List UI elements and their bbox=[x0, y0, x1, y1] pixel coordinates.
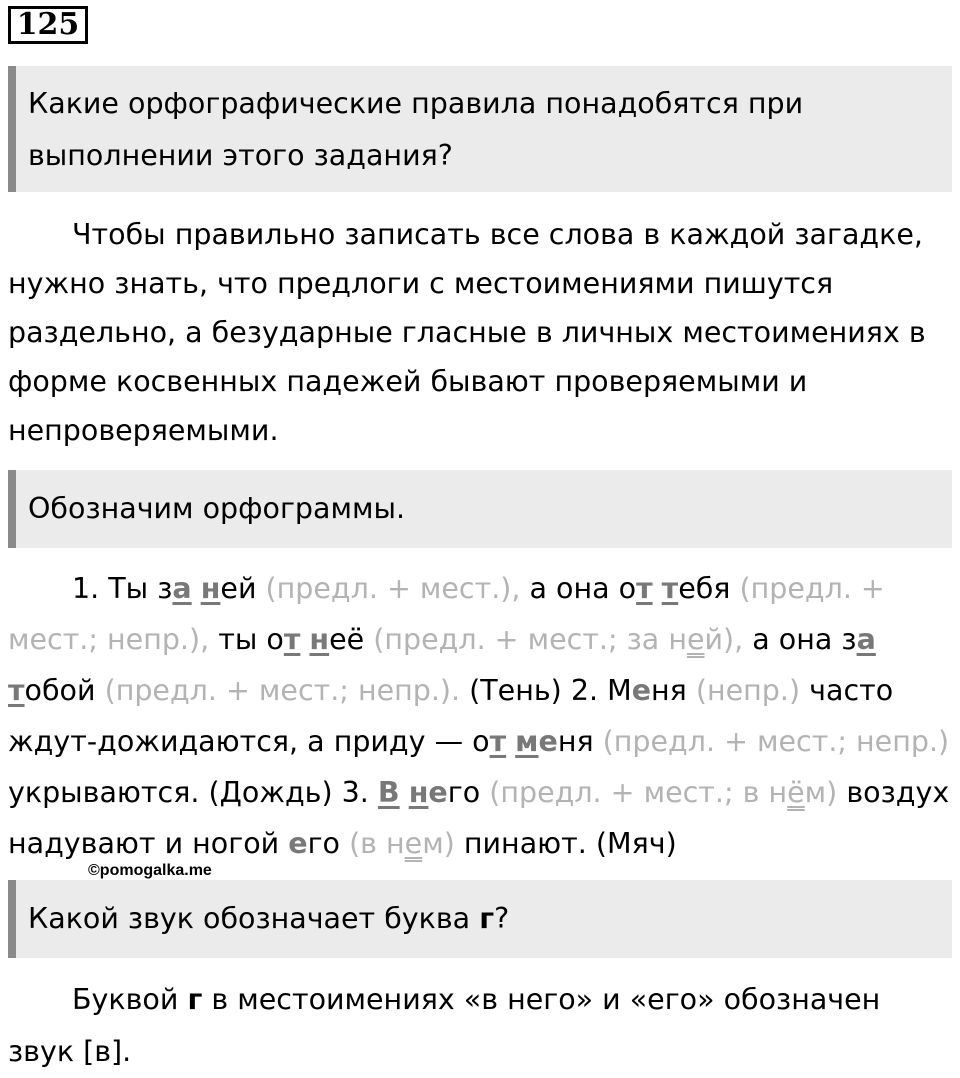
orthogram-tebya: тебя bbox=[661, 572, 731, 605]
riddle-text: ты bbox=[218, 623, 258, 656]
riddle-2-number: 2. bbox=[570, 674, 599, 707]
answer-1-paragraph bbox=[8, 210, 952, 455]
orthogram-ot: от bbox=[618, 572, 653, 605]
question-3-text: Какой звук обозначает буква bbox=[28, 902, 480, 935]
answer-3-paragraph bbox=[8, 974, 952, 1078]
heading-2-text: Обозначим орфограммы. bbox=[28, 492, 406, 525]
answer-1-text: Чтобы правильно записать все слова в каждой загадке, нужно знать, что предлоги с местоимениями пишутся раздельно, а безударные гласные в личных местоимениях в форме косвенных падежей бывают проверяемыми и непроверяемыми. bbox=[8, 218, 926, 447]
note: (предл. + мест.; за ней), bbox=[373, 623, 744, 656]
question-3-box bbox=[8, 880, 952, 958]
orthogram-toboy: тобой bbox=[8, 674, 96, 707]
riddle-text: а она bbox=[529, 572, 610, 605]
orthogram-za: за bbox=[841, 623, 876, 656]
task-number: 125 bbox=[8, 6, 88, 44]
answer-3-text: Буквой bbox=[72, 983, 188, 1016]
riddle-text: а она bbox=[752, 623, 833, 656]
answer-3-end: в местоимениях «в него» и «его» обозначен звук [в]. bbox=[8, 983, 881, 1068]
note: (предл. + мест.; непр.), bbox=[8, 572, 885, 656]
question-1-text: Какие орфографические правила понадобятся при выполнении этого задания? bbox=[28, 87, 804, 172]
riddles-paragraph bbox=[8, 563, 952, 869]
riddle-text: часто ждут-дожидаются, а приду — от bbox=[8, 674, 894, 758]
riddle-text: пинают. bbox=[463, 827, 587, 860]
orthogram-menya: меня bbox=[515, 725, 594, 758]
question-3-end: ? bbox=[494, 902, 510, 935]
riddle-3-number: 3. bbox=[341, 776, 369, 809]
orthogram-ney: ней bbox=[200, 572, 257, 605]
note: (предл. + мест.; в нём) bbox=[489, 776, 838, 809]
orthogram-ego: его bbox=[288, 827, 340, 860]
note: (предл. + мест.; непр.). bbox=[104, 674, 461, 707]
riddle-answer: (Тень) bbox=[469, 674, 562, 707]
orthogram-nego: него bbox=[408, 776, 481, 809]
note: (предл. + мест.), bbox=[265, 572, 521, 605]
orthogram-menya: Меня bbox=[607, 674, 687, 707]
heading-2-box bbox=[8, 470, 952, 548]
orthogram-za: за bbox=[157, 572, 192, 605]
riddle-answer: (Дождь) bbox=[208, 776, 333, 809]
watermark: ©pomogalka.me bbox=[88, 862, 212, 879]
orthogram-ot: от bbox=[266, 623, 301, 656]
answer-3-letter: г bbox=[187, 983, 203, 1016]
riddle-text: воздух надувают и ногой bbox=[8, 776, 950, 860]
riddle-text: укрываются. bbox=[8, 776, 200, 809]
orthogram-v: В bbox=[377, 776, 400, 809]
riddle-1-number: 1. bbox=[72, 572, 100, 605]
note: (предл. + мест.; непр.) bbox=[602, 725, 950, 758]
riddle-text: Ты bbox=[108, 572, 149, 605]
orthogram-neyo: неё bbox=[309, 623, 365, 656]
riddle-answer: (Мяч) bbox=[595, 827, 677, 860]
note: (непр.) bbox=[695, 674, 801, 707]
question-3-letter: г bbox=[479, 902, 495, 935]
note: (в нем) bbox=[349, 827, 455, 860]
question-1-box bbox=[8, 66, 952, 192]
